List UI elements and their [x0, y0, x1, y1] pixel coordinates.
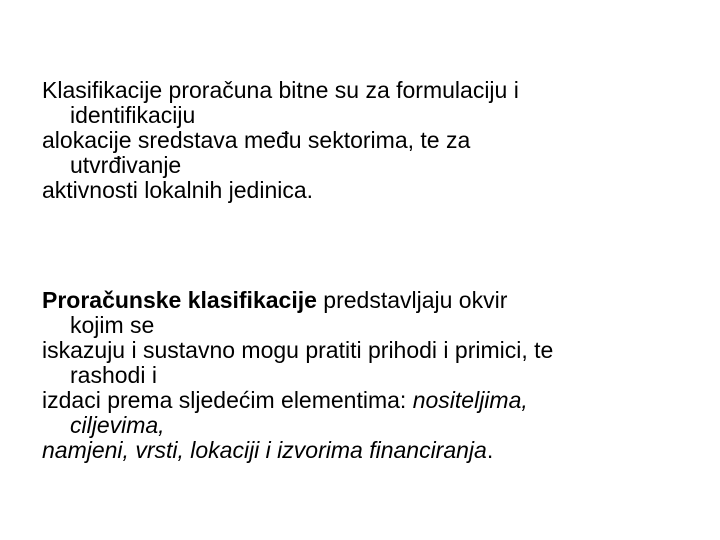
text-fragment: .: [486, 437, 494, 463]
italic-term: namjeni, vrsti, lokaciji i izvorima financiranja: [42, 437, 487, 463]
italic-term: nositeljima,: [412, 387, 528, 413]
text-fragment: predstavljaju okvir: [316, 287, 508, 313]
text-line: iskazuju i sustavno mogu pratiti prihodi i primici, te: [42, 337, 554, 363]
text-fragment: izdaci prema sljedećim elementima:: [42, 387, 413, 413]
text-line: [42, 438, 692, 463]
text-line: alokacije sredstava među sektorima, te za: [42, 127, 471, 153]
text-line: [42, 388, 692, 413]
text-line: Klasifikacije proračuna bitne su za formulaciju i: [42, 77, 519, 103]
text-line: [42, 288, 692, 313]
text-line: [42, 413, 692, 438]
text-line: utvrđivanje: [70, 152, 182, 178]
definition-paragraph: [42, 288, 692, 463]
intro-paragraph: [42, 78, 692, 203]
text-line: aktivnosti lokalnih jedinica.: [42, 177, 314, 203]
text-line: kojim se: [70, 312, 155, 338]
text-line: identifikaciju: [70, 102, 196, 128]
italic-term: ciljevima,: [70, 412, 165, 438]
term-bold: Proračunske klasifikacije: [42, 287, 317, 313]
text-line: rashodi i: [70, 362, 157, 388]
